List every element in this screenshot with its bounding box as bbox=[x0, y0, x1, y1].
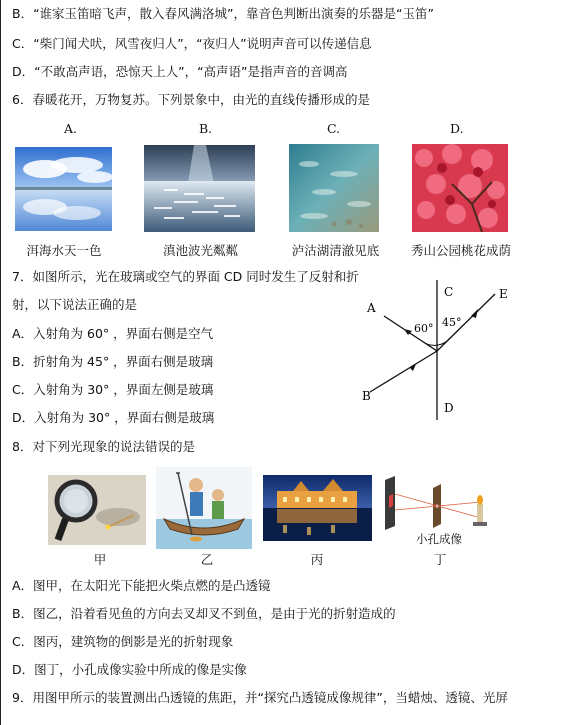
peach-blossom-photo bbox=[412, 144, 508, 232]
q6-stem: 6．春暖花开，万物复苏。下列景象中，由光的直线传播形成的是 bbox=[12, 92, 370, 107]
label-e: E bbox=[499, 287, 508, 301]
q6-letter-a: A. bbox=[64, 121, 78, 136]
page-margin-line bbox=[0, 0, 1, 725]
q7-option-d: D．入射角为 30° ，界面右侧是玻璃 bbox=[12, 410, 215, 425]
q5-option-b: B．“谁家玉笛暗飞声，散入春风满洛城”，靠音色判断出演奏的乐器是“玉笛” bbox=[12, 6, 434, 21]
figure-jia-label: 甲 bbox=[93, 552, 107, 567]
q6-caption-c: 泸沽湖清澈见底 bbox=[291, 243, 380, 258]
ray-from-b bbox=[370, 351, 437, 392]
q7-option-a: A．入射角为 60° ，界面右侧是空气 bbox=[12, 326, 214, 341]
erhai-lake-photo bbox=[15, 147, 112, 231]
q8-stem: 8．对下列光现象的说法错误的是 bbox=[12, 439, 195, 454]
q6-letter-b: B. bbox=[199, 121, 213, 136]
q8-option-c: C．图丙，建筑物的倒影是光的折射现象 bbox=[12, 634, 234, 649]
label-d: D bbox=[444, 401, 454, 415]
figure-bing-label: 丙 bbox=[310, 552, 324, 567]
q7-stem-line2: 射，以下说法正确的是 bbox=[12, 297, 138, 312]
q5-option-c: C．“柴门闻犬吠，风雪夜归人”，“夜归人”说明声音可以传递信息 bbox=[12, 36, 372, 51]
q8-option-b: B．图乙，沿着看见鱼的方向去叉却叉不到鱼，是由于光的折射造成的 bbox=[12, 606, 396, 621]
q8-option-a: A．图甲，在太阳光下能把火柴点燃的是凸透镜 bbox=[12, 578, 271, 593]
q5-option-d: D．“不敢高声语，恐惊天上人”，“高声语”是指声音的音调高 bbox=[12, 64, 348, 79]
q6-caption-b: 滇池波光粼粼 bbox=[162, 243, 238, 258]
pinhole-figure bbox=[381, 474, 497, 532]
figure-ding-label: 丁 bbox=[433, 552, 447, 567]
label-a: A bbox=[367, 301, 376, 315]
angle-45-label: 45° bbox=[442, 316, 462, 329]
fish-spearing-figure bbox=[156, 467, 252, 549]
angle-60-label: 60° bbox=[414, 322, 434, 335]
refraction-diagram bbox=[350, 276, 525, 424]
q6-letter-d: D. bbox=[450, 121, 464, 136]
q8-option-d: D．图丁，小孔成像实验中所成的像是实像 bbox=[12, 662, 247, 677]
lugu-lake-photo bbox=[289, 144, 379, 232]
label-c: C bbox=[444, 285, 454, 299]
q6-letter-c: C. bbox=[327, 121, 341, 136]
q9-stem: 9．用图甲所示的装置测出凸透镜的焦距，并“探究凸透镜成像规律”，当蜡烛、透镜、光屏 bbox=[12, 690, 508, 705]
q7-option-c: C．入射角为 30° ，界面左侧是玻璃 bbox=[12, 382, 214, 397]
label-b: B bbox=[362, 389, 371, 403]
q7-option-b: B．折射角为 45° ，界面右侧是玻璃 bbox=[12, 354, 214, 369]
building-reflection-figure bbox=[263, 475, 372, 541]
magnifier-figure bbox=[48, 475, 146, 545]
figure-yi-label: 乙 bbox=[200, 552, 214, 567]
q6-caption-d: 秀山公园桃花成荫 bbox=[410, 243, 511, 258]
dianchi-lake-photo bbox=[144, 145, 255, 232]
q6-caption-a: 洱海水天一色 bbox=[26, 243, 102, 258]
pinhole-label: 小孔成像 bbox=[416, 532, 462, 546]
q7-stem-line1: 7．如图所示，光在玻璃或空气的界面 CD 同时发生了反射和折 bbox=[12, 269, 359, 284]
